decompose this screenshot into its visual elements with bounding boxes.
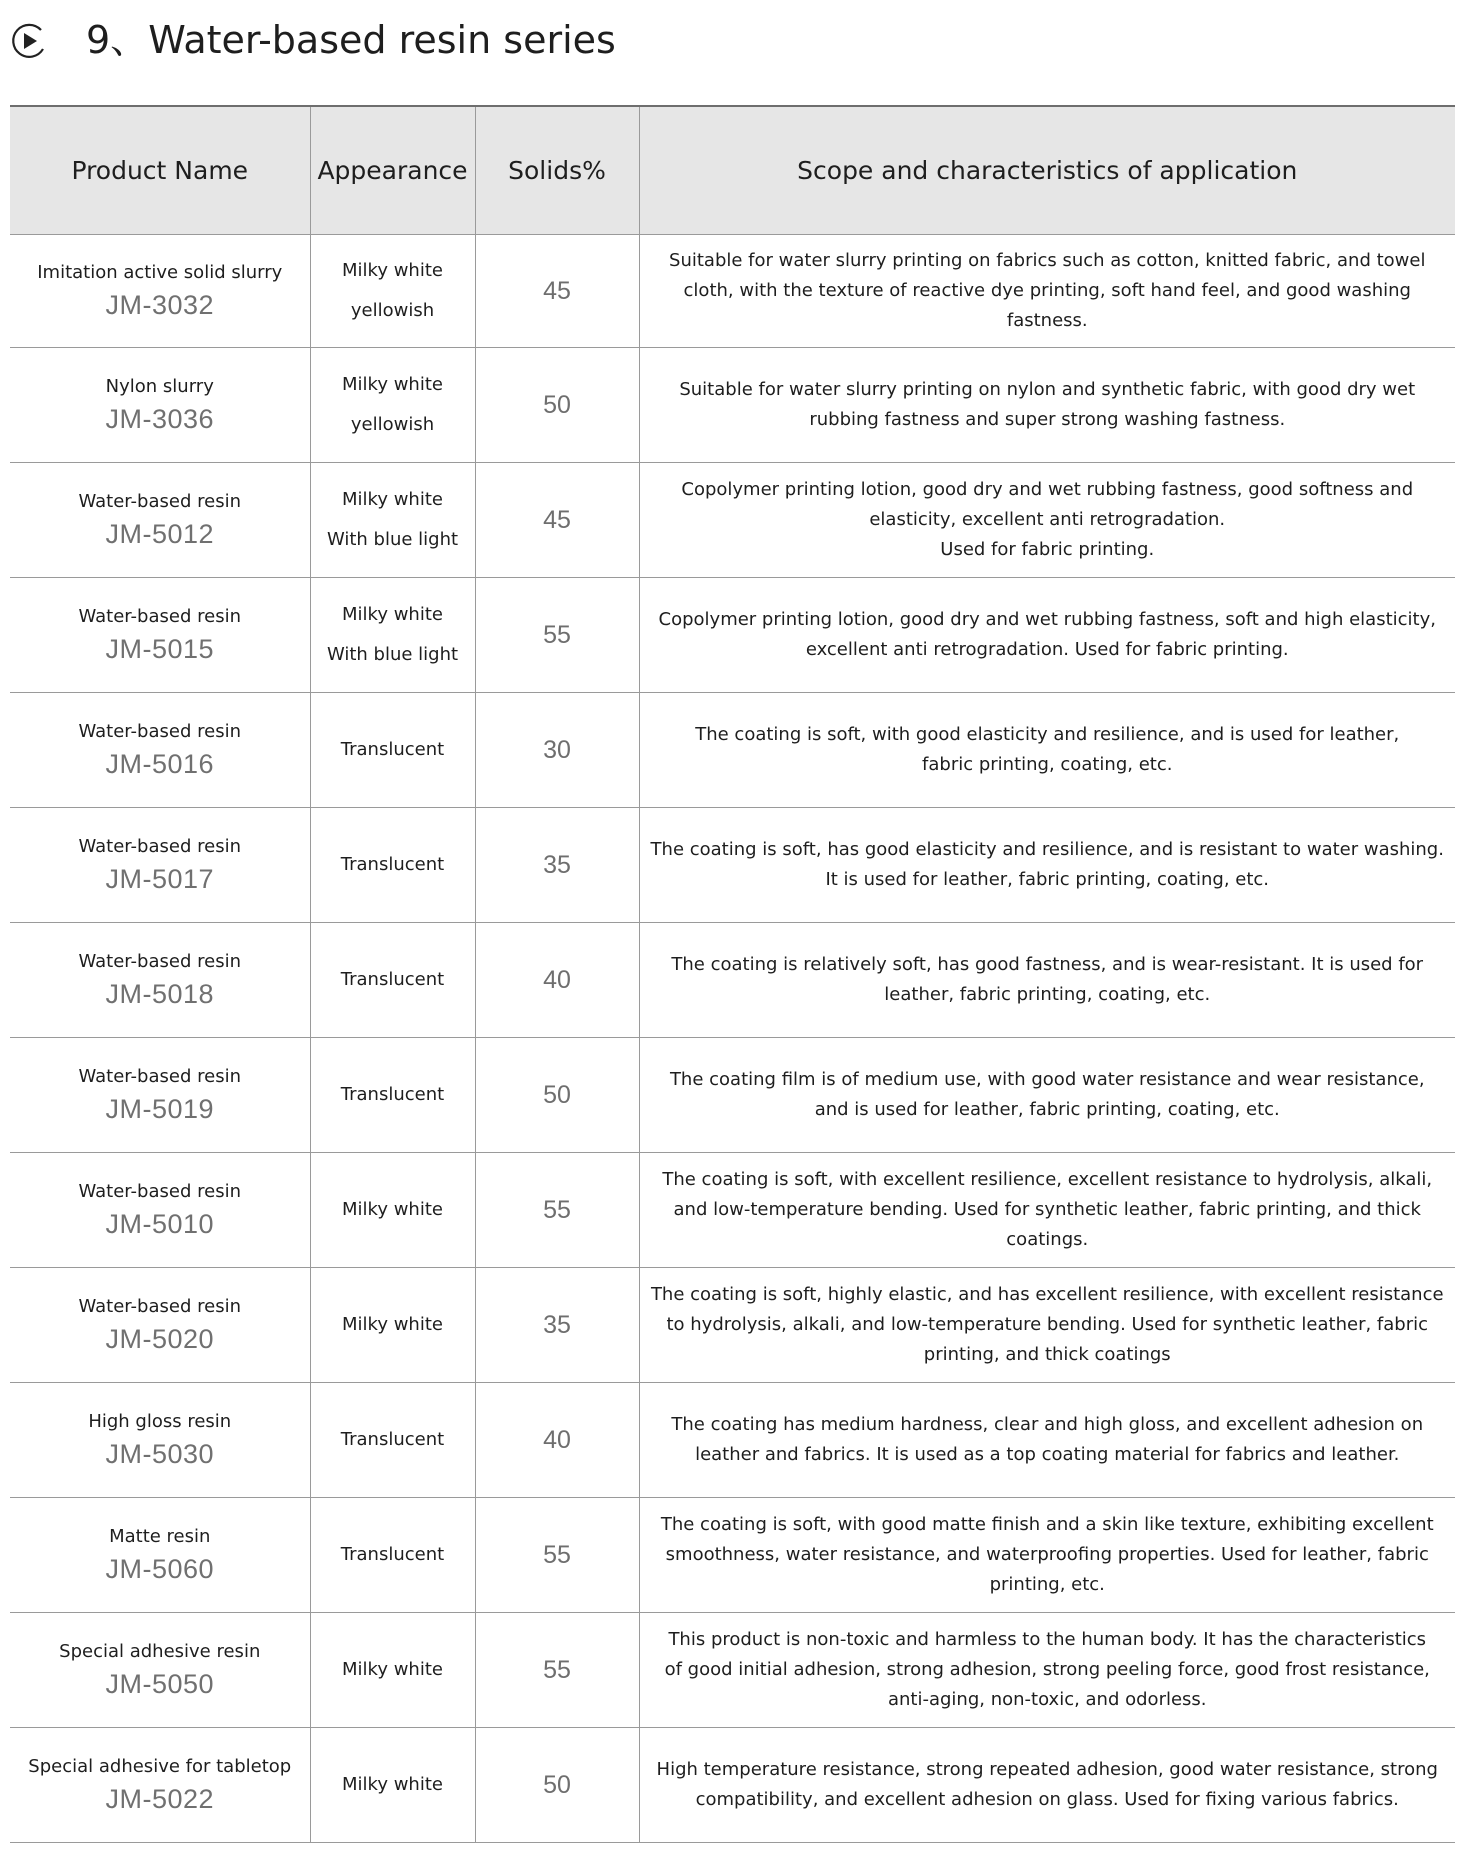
- solids-value: 55: [543, 1195, 571, 1224]
- scope-cell: [639, 235, 1455, 348]
- product-name-cell: [10, 463, 310, 578]
- scope-text-line: printing, and thick coatings: [923, 1344, 1171, 1365]
- solids-value: 30: [543, 735, 571, 764]
- scope-text-line: excellent anti retrogradation. Used for fabric printing.: [805, 639, 1289, 660]
- scope-text-line: The coating is soft, highly elastic, and has excellent resilience, with excellent resistance: [650, 1284, 1444, 1305]
- appearance-text: Milky white: [342, 1774, 443, 1795]
- scope-text-line: to hydrolysis, alkali, and low-temperature bending. Used for synthetic leather, fabric: [666, 1314, 1429, 1335]
- appearance-text: Milky white: [342, 374, 443, 395]
- solids-cell: [475, 1268, 639, 1383]
- scope-text-line: Copolymer printing lotion, good dry and wet rubbing fastness, good softness and: [681, 479, 1414, 500]
- product-name-cell: [10, 1153, 310, 1268]
- product-name: Water-based resin: [78, 951, 241, 972]
- appearance-cell: [310, 578, 475, 693]
- product-code: JM-5030: [105, 1439, 215, 1469]
- product-code: JM-5022: [105, 1784, 215, 1814]
- product-code: JM-5010: [105, 1209, 215, 1239]
- product-table: [10, 105, 1455, 1843]
- appearance-text: Milky white: [342, 604, 443, 625]
- table-row: [10, 348, 1455, 463]
- product-name: Water-based resin: [78, 836, 241, 857]
- product-name: Water-based resin: [78, 1066, 241, 1087]
- product-code: JM-5012: [105, 519, 215, 549]
- column-header-appearance: Appearance: [310, 106, 475, 235]
- appearance-cell: [310, 1613, 475, 1728]
- product-name-cell: [10, 808, 310, 923]
- appearance-text: Milky white: [342, 260, 443, 281]
- solids-cell: [475, 578, 639, 693]
- table-row: [10, 808, 1455, 923]
- appearance-text: Translucent: [340, 1429, 445, 1450]
- product-code: JM-5060: [105, 1554, 215, 1584]
- solids-value: 40: [543, 1425, 571, 1454]
- scope-text-line: and is used for leather, fabric printing, coating, etc.: [814, 1099, 1280, 1120]
- appearance-text: Milky white: [342, 1659, 443, 1680]
- scope-cell: [639, 1613, 1455, 1728]
- scope-text-line: Suitable for water slurry printing on fabrics such as cotton, knitted fabric, and towel: [669, 250, 1426, 271]
- scope-text-line: It is used for leather, fabric printing, coating, etc.: [825, 869, 1270, 890]
- product-name-cell: [10, 1613, 310, 1728]
- solids-cell: [475, 1728, 639, 1843]
- scope-text-line: printing, etc.: [989, 1574, 1105, 1595]
- table-row: [10, 1268, 1455, 1383]
- appearance-text: yellowish: [350, 414, 435, 435]
- product-name-cell: [10, 348, 310, 463]
- table-row: [10, 1728, 1455, 1843]
- table-header-row: [10, 106, 1455, 235]
- appearance-text: Translucent: [340, 854, 445, 875]
- appearance-text: yellowish: [350, 300, 435, 321]
- scope-text-line: coatings.: [1006, 1229, 1089, 1250]
- product-name: Water-based resin: [78, 491, 241, 512]
- product-code: JM-5015: [105, 634, 215, 664]
- scope-text-line: The coating is soft, has good elasticity and resilience, and is resistant to water washing.: [650, 839, 1444, 860]
- section-header: [0, 0, 1465, 95]
- solids-cell: [475, 923, 639, 1038]
- solids-cell: [475, 1383, 639, 1498]
- solids-cell: [475, 1153, 639, 1268]
- scope-cell: [639, 923, 1455, 1038]
- scope-cell: [639, 348, 1455, 463]
- appearance-text: Milky white: [342, 1314, 443, 1335]
- solids-value: 55: [543, 620, 571, 649]
- table-row: [10, 1153, 1455, 1268]
- product-name-cell: [10, 1498, 310, 1613]
- scope-text-line: fastness.: [1006, 310, 1088, 331]
- product-code: JM-5019: [105, 1094, 215, 1124]
- appearance-cell: [310, 1038, 475, 1153]
- solids-cell: [475, 348, 639, 463]
- scope-cell: [639, 1383, 1455, 1498]
- table-row: [10, 1498, 1455, 1613]
- scope-text-line: of good initial adhesion, strong adhesion, strong peeling force, good frost resistance,: [664, 1659, 1430, 1680]
- solids-value: 55: [543, 1655, 571, 1684]
- play-circle-icon: [10, 22, 48, 60]
- scope-text-line: The coating is soft, with good matte finish and a skin like texture, exhibiting excellent: [660, 1514, 1434, 1535]
- scope-text-line: rubbing fastness and super strong washing fastness.: [809, 409, 1286, 430]
- appearance-text: Translucent: [340, 739, 445, 760]
- product-name-cell: [10, 235, 310, 348]
- solids-value: 35: [543, 850, 571, 879]
- scope-text-line: leather, fabric printing, coating, etc.: [884, 984, 1211, 1005]
- solids-value: 45: [543, 505, 571, 534]
- product-name-cell: [10, 578, 310, 693]
- scope-cell: [639, 1728, 1455, 1843]
- scope-text-line: leather and fabrics. It is used as a top coating material for fabrics and leather.: [695, 1444, 1400, 1465]
- appearance-text: Translucent: [340, 969, 445, 990]
- appearance-cell: [310, 808, 475, 923]
- column-header-scope: Scope and characteristics of application: [639, 106, 1455, 235]
- product-name: Nylon slurry: [105, 376, 214, 397]
- product-code: JM-5017: [105, 864, 215, 894]
- scope-text-line: The coating has medium hardness, clear and high gloss, and excellent adhesion on: [671, 1414, 1424, 1435]
- scope-text-line: The coating is soft, with good elasticity and resilience, and is used for leather,: [695, 724, 1400, 745]
- appearance-cell: [310, 463, 475, 578]
- scope-text-line: anti-aging, non-toxic, and odorless.: [887, 1689, 1207, 1710]
- product-code: JM-5050: [105, 1669, 215, 1699]
- product-name-cell: [10, 923, 310, 1038]
- solids-value: 40: [543, 965, 571, 994]
- appearance-text: Translucent: [340, 1544, 445, 1565]
- product-name: Special adhesive for tabletop: [28, 1756, 292, 1777]
- scope-text-line: and low-temperature bending. Used for synthetic leather, fabric printing, and thick: [673, 1199, 1421, 1220]
- product-name: Water-based resin: [78, 721, 241, 742]
- solids-value: 50: [543, 1770, 571, 1799]
- solids-cell: [475, 808, 639, 923]
- solids-value: 50: [543, 1080, 571, 1109]
- scope-cell: [639, 693, 1455, 808]
- table-row: [10, 578, 1455, 693]
- product-name-cell: [10, 1383, 310, 1498]
- section-title-text: Water-based resin series: [148, 18, 616, 62]
- scope-text-line: Suitable for water slurry printing on nylon and synthetic fabric, with good dry wet: [679, 379, 1416, 400]
- scope-text-line: Used for fabric printing.: [940, 539, 1155, 560]
- product-name: Special adhesive resin: [59, 1641, 261, 1662]
- product-code: JM-5016: [105, 749, 215, 779]
- scope-text-line: cloth, with the texture of reactive dye printing, soft hand feel, and good washing: [683, 280, 1411, 301]
- table-row: [10, 463, 1455, 578]
- product-name-cell: [10, 1038, 310, 1153]
- solids-cell: [475, 1038, 639, 1153]
- scope-text-line: The coating is soft, with excellent resilience, excellent resistance to hydrolysis, alkali,: [662, 1169, 1433, 1190]
- product-name: Water-based resin: [78, 1296, 241, 1317]
- table-body: [10, 235, 1455, 1843]
- scope-text-line: fabric printing, coating, etc.: [922, 754, 1173, 775]
- scope-text-line: Copolymer printing lotion, good dry and wet rubbing fastness, soft and high elasticity,: [658, 609, 1436, 630]
- product-code: JM-5018: [105, 979, 215, 1009]
- section-title: [86, 14, 616, 66]
- product-name: High gloss resin: [88, 1411, 232, 1432]
- scope-cell: [639, 463, 1455, 578]
- solids-cell: [475, 693, 639, 808]
- scope-text-line: High temperature resistance, strong repeated adhesion, good water resistance, strong: [656, 1759, 1438, 1780]
- appearance-text: Milky white: [342, 489, 443, 510]
- scope-text-line: This product is non-toxic and harmless to the human body. It has the characteristics: [668, 1629, 1427, 1650]
- scope-text-line: The coating film is of medium use, with good water resistance and wear resistance,: [669, 1069, 1425, 1090]
- appearance-cell: [310, 1498, 475, 1613]
- scope-cell: [639, 808, 1455, 923]
- appearance-cell: [310, 693, 475, 808]
- solids-cell: [475, 235, 639, 348]
- scope-text-line: compatibility, and excellent adhesion on glass. Used for fixing various fabrics.: [695, 1789, 1399, 1810]
- solids-cell: [475, 1498, 639, 1613]
- product-name: Water-based resin: [78, 606, 241, 627]
- appearance-cell: [310, 348, 475, 463]
- scope-text-line: The coating is relatively soft, has good fastness, and is wear-resistant. It is used for: [671, 954, 1424, 975]
- table-row: [10, 235, 1455, 348]
- appearance-cell: [310, 235, 475, 348]
- table-row: [10, 923, 1455, 1038]
- scope-cell: [639, 578, 1455, 693]
- scope-text-line: smoothness, water resistance, and waterproofing properties. Used for leather, fabric: [665, 1544, 1429, 1565]
- product-code: JM-3036: [105, 404, 215, 434]
- solids-cell: [475, 1613, 639, 1728]
- scope-cell: [639, 1268, 1455, 1383]
- appearance-text: Translucent: [340, 1084, 445, 1105]
- appearance-text: With blue light: [326, 644, 459, 665]
- solids-value: 50: [543, 390, 571, 419]
- solids-cell: [475, 463, 639, 578]
- appearance-cell: [310, 1153, 475, 1268]
- product-name-cell: [10, 1728, 310, 1843]
- product-name: Water-based resin: [78, 1181, 241, 1202]
- product-code: JM-5020: [105, 1324, 215, 1354]
- appearance-cell: [310, 1383, 475, 1498]
- product-name: Imitation active solid slurry: [37, 262, 283, 283]
- table-row: [10, 1038, 1455, 1153]
- appearance-text: Milky white: [342, 1199, 443, 1220]
- appearance-cell: [310, 923, 475, 1038]
- section-number: 9、: [86, 18, 149, 62]
- appearance-cell: [310, 1268, 475, 1383]
- solids-value: 35: [543, 1310, 571, 1339]
- scope-cell: [639, 1153, 1455, 1268]
- product-code: JM-3032: [105, 290, 215, 320]
- table-row: [10, 693, 1455, 808]
- appearance-cell: [310, 1728, 475, 1843]
- column-header-product-name: Product Name: [10, 106, 310, 235]
- solids-value: 55: [543, 1540, 571, 1569]
- product-name: Matte resin: [109, 1526, 211, 1547]
- scope-cell: [639, 1498, 1455, 1613]
- product-name-cell: [10, 693, 310, 808]
- scope-text-line: elasticity, excellent anti retrogradation.: [869, 509, 1226, 530]
- product-name-cell: [10, 1268, 310, 1383]
- column-header-solids: Solids%: [475, 106, 639, 235]
- scope-cell: [639, 1038, 1455, 1153]
- table-row: [10, 1383, 1455, 1498]
- appearance-text: With blue light: [326, 529, 459, 550]
- table-row: [10, 1613, 1455, 1728]
- solids-value: 45: [543, 276, 571, 305]
